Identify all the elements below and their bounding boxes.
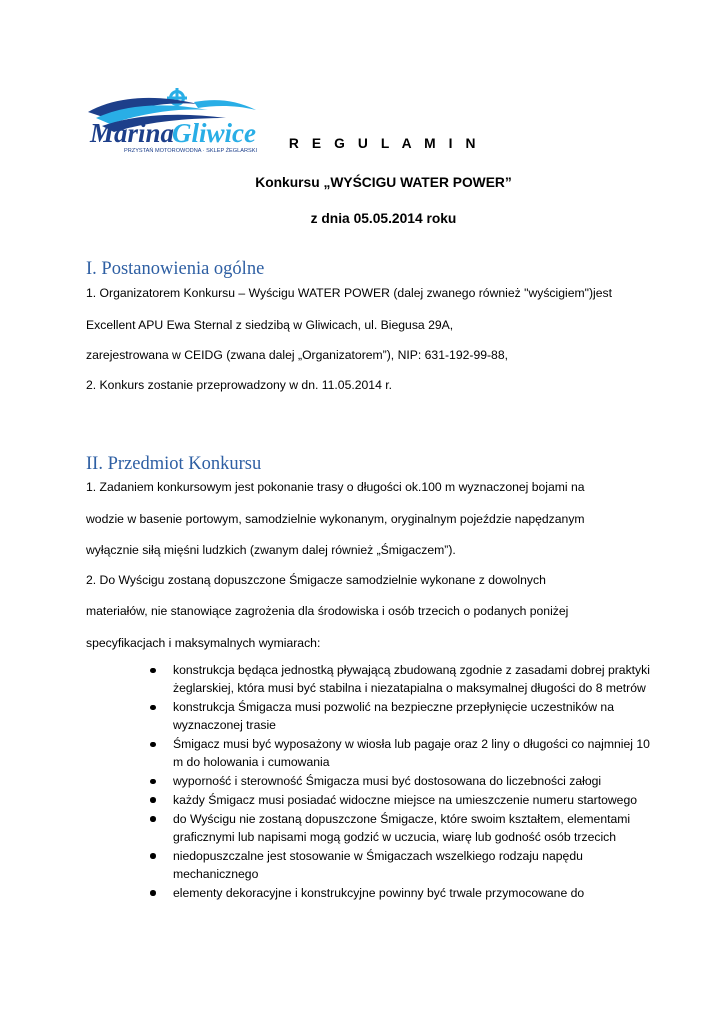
paragraph-line: 1. Zadaniem konkursowym jest pokonanie trasy o długości ok.100 m wyznaczonej bojami na (86, 480, 585, 494)
bullet-icon (150, 853, 156, 859)
list-item (150, 791, 650, 809)
bullet-icon (150, 705, 156, 711)
bullet-icon (150, 797, 156, 803)
section-heading-general-provisions: I. Postanowienia ogólne (86, 259, 265, 279)
logo-word-gliwice: Gliwice (172, 118, 256, 148)
paragraph-line: specyfikacjach i maksymalnych wymiarach: (86, 636, 321, 650)
section-heading-contest-subject: II. Przedmiot Konkursu (86, 454, 262, 474)
list-item (150, 698, 650, 734)
list-item-text: elementy dekoracyjne i konstrukcyjne powinny być trwale przymocowane do (173, 885, 585, 900)
list-item (150, 884, 650, 902)
list-item-text: konstrukcja Śmigacza musi pozwolić na bezpieczne przepłynięcie uczestników na wyznaczonej trasie (173, 700, 614, 733)
bullet-icon (150, 890, 156, 896)
paragraph-line: 1. Organizatorem Konkursu – Wyścigu WATER POWER (dalej zwanego również "wyścigiem")jest (86, 286, 613, 300)
list-item-text: każdy Śmigacz musi posiadać widoczne miejsce na umieszczenie numeru startowego (173, 792, 638, 807)
paragraph-line: materiałów, nie stanowiące zagrożenia dla środowiska i osób trzecich o podanych poniżej (86, 604, 569, 618)
bullet-icon (150, 816, 156, 822)
specification-list (150, 661, 650, 902)
document-title: R E G U L A M I N (288, 136, 481, 151)
list-item (150, 772, 650, 790)
list-item-text: do Wyścigu nie zostaną dopuszczone Śmigacze, które swoim kształtem, elementami graficznymi lub napisami mogą godzić w uczucia, wiarę lub godność osób trzecich (173, 811, 631, 844)
bullet-icon (150, 668, 156, 674)
logo-tagline: PRZYSTAŃ MOTOROWODNA · SKLEP ŻEGLARSKI (124, 148, 258, 154)
document-subtitle: Konkursu „WYŚCIGU WATER POWER” (255, 175, 512, 190)
ships-wheel-icon (167, 88, 187, 108)
list-item-text: niedopuszczalne jest stosowanie w Śmigaczach wszelkiego rodzaju napędu mechanicznego (173, 848, 583, 881)
logo-word-marina: Marina (90, 118, 175, 148)
list-item-text: konstrukcja będąca jednostką pływającą zbudowaną zgodnie z zasadami dobrej praktyki żeglarskiej, która musi być stabilna i niezatapialna o maksymalnej długości do 8 metrów (173, 663, 650, 696)
paragraph-line: 2. Konkurs zostanie przeprowadzony w dn. 11.05.2014 r. (86, 378, 393, 392)
bullet-icon (150, 742, 156, 748)
list-item-text: wyporność i sterowność Śmigacza musi być dostosowana do liczebności załogi (173, 774, 602, 788)
bullet-icon (150, 779, 156, 785)
paragraph-line: 2. Do Wyścigu zostaną dopuszczone Śmigacze samodzielnie wykonane z dowolnych (86, 573, 546, 587)
paragraph-line: wodzie w basenie portowym, samodzielnie wykonanym, oryginalnym pojeździe napędzanym (86, 512, 585, 526)
list-item (150, 810, 650, 846)
paragraph-line: wyłącznie siłą mięśni ludzkich (zwanym dalej również „Śmigaczem”). (86, 543, 456, 557)
paragraph-line: zarejestrowana w CEIDG (zwana dalej „Organizatorem”), NIP: 631-192-99-88, (86, 348, 508, 362)
list-item (150, 847, 650, 883)
document-date: z dnia 05.05.2014 roku (310, 211, 457, 226)
list-item (150, 661, 650, 697)
list-item (150, 735, 650, 771)
list-item-text: Śmigacz musi być wyposażony w wiosła lub pagaje oraz 2 liny o długości co najmniej 10 m do holowania i cumowania (173, 737, 650, 770)
paragraph-line: Excellent APU Ewa Sternal z siedzibą w Gliwicach, ul. Biegusa 29A, (86, 318, 454, 332)
